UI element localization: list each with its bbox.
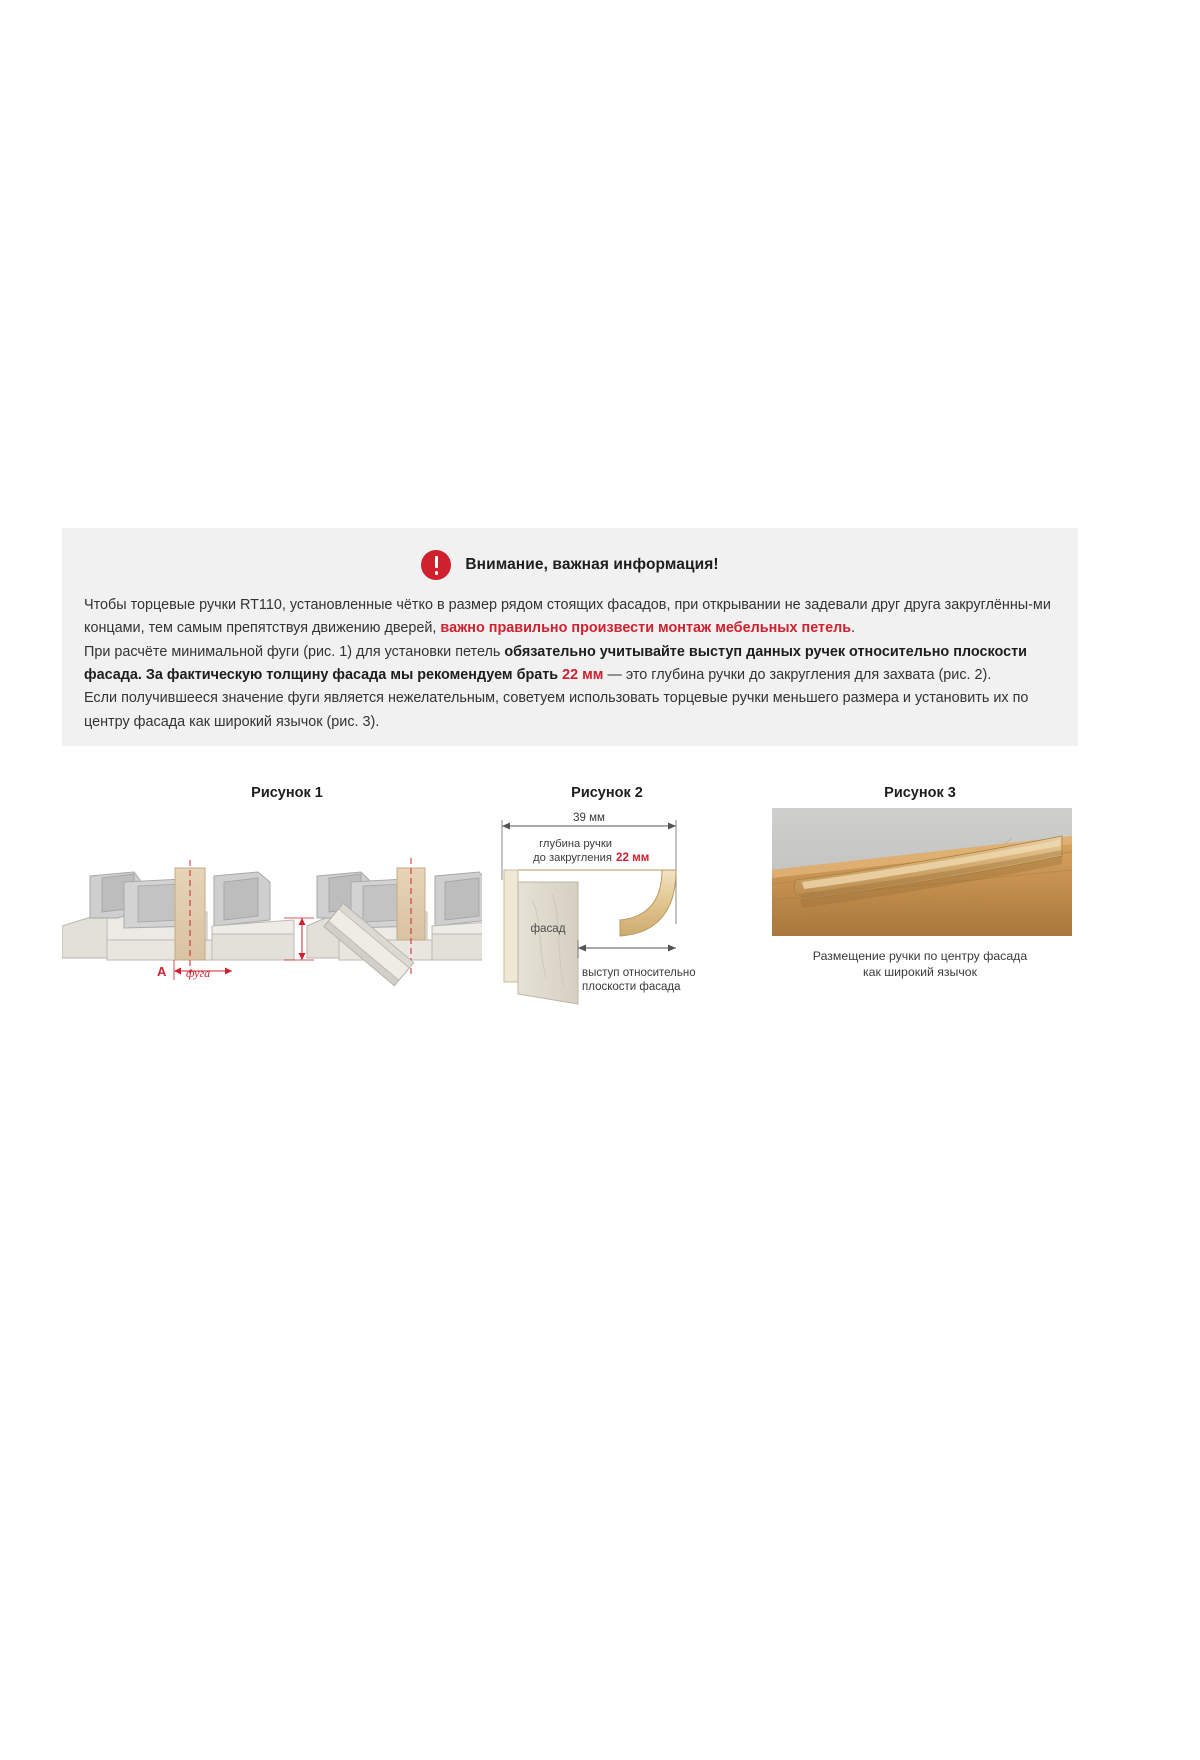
figure-3-caption-line1: Размещение ручки по центру фасада xyxy=(812,949,1028,963)
notice-p2-text: При расчёте минимальной фуги (рис. 1) для установки петель xyxy=(84,643,505,660)
notice-title: Внимание, важная информация! xyxy=(465,556,719,573)
figure-1-label-fuga: фуга xyxy=(186,966,211,980)
figure-1-title: Рисунок 1 xyxy=(251,785,323,801)
notice-paragraph-3: Если получившееся значение фуги является нежелательным, советуем использовать торцевые ручки меньшего размера и установить их по центру фасада как широкий язычок (рис. 3). xyxy=(84,690,1029,730)
figure-2-note-line1: глубина ручки xyxy=(539,838,612,850)
notice-header xyxy=(62,528,1078,580)
notice-panel xyxy=(62,528,1078,746)
figure-2-facade-label: фасад xyxy=(530,922,566,935)
notice-p2-highlight: 22 мм xyxy=(562,666,604,683)
exclamation-icon xyxy=(421,550,451,580)
figure-2-title: Рисунок 2 xyxy=(571,785,643,801)
figure-2-dim-39: 39 мм xyxy=(573,812,605,824)
notice-p2-bold: обязательно учитывайте выступ данных ручек относительно плоскости фасада. За фактическую толщину фасада мы рекомендуем брать xyxy=(84,643,1027,683)
figure-3-title: Рисунок 3 xyxy=(884,785,956,801)
figure-3-illustration xyxy=(762,808,1078,1028)
figure-3-caption-line2: как широкий язычок xyxy=(863,965,977,979)
figures-row xyxy=(62,778,1078,1048)
figure-2-note-line2: до закругления xyxy=(533,852,612,864)
notice-p1-highlight: важно правильно произвести монтаж мебельных петель xyxy=(440,620,852,637)
figure-2-note-value: 22 мм xyxy=(616,851,650,864)
figure-2-caption-line2: плоскости фасада xyxy=(582,981,681,993)
notice-paragraph-2 xyxy=(84,641,1052,688)
figure-2-illustration xyxy=(480,808,762,1034)
figure-1-illustration xyxy=(62,808,482,1028)
notice-paragraph-1 xyxy=(84,594,1052,641)
notice-body xyxy=(62,580,1078,734)
notice-p2-tail: — это глубина ручки до закругления для захвата (рис. 2). xyxy=(603,666,992,683)
figure-2-caption-line1: выступ относительно xyxy=(582,967,696,979)
notice-p1-tail: . xyxy=(851,620,856,637)
figure-1-label-a: A xyxy=(157,964,167,979)
notice-p1-text: Чтобы торцевые ручки RT110, установленные чётко в размер рядом стоящих фасадов, при открывании не задевали друг друга закруглённы-ми концами, тем самым препятствуя движению дверей, xyxy=(84,597,1051,637)
